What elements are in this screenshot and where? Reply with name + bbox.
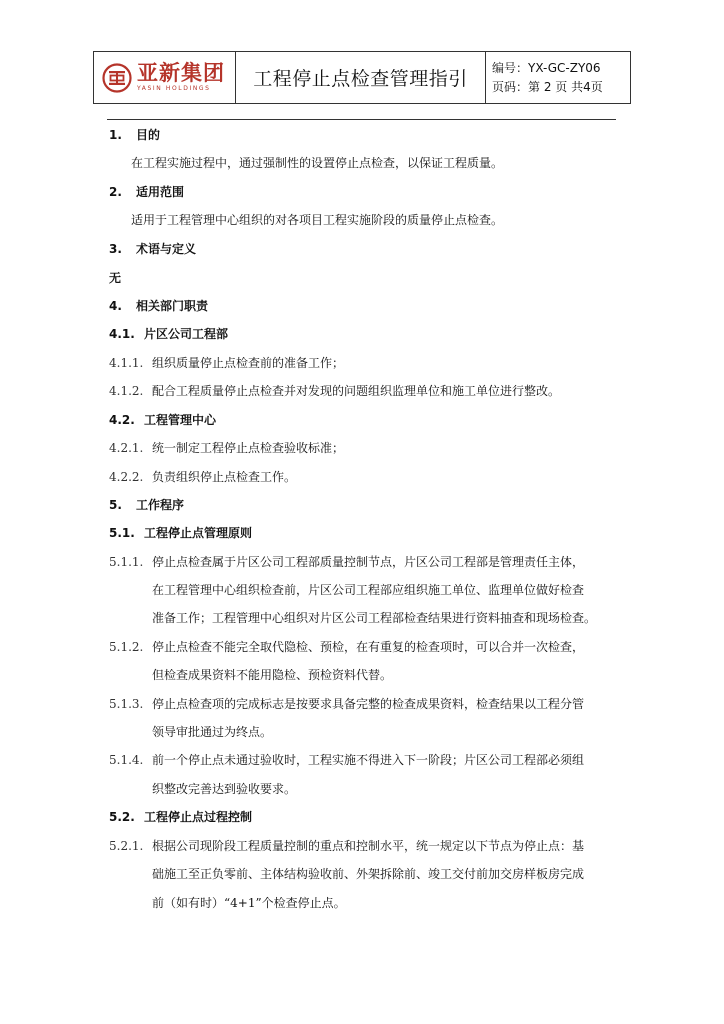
section-5-heading [109, 497, 184, 513]
section-5-1-heading [109, 525, 252, 541]
section-title: 片区公司工程部 [144, 327, 229, 341]
item-number: 5.1.1. [109, 555, 144, 569]
item-text: 停止点检查项的完成标志是按要求具备完整的检查成果资料，检查结果以工程分管 [152, 697, 585, 711]
item-number: 4.2.2. [109, 470, 144, 484]
item-5-1-3 [109, 696, 584, 712]
item-number: 5.1.4. [109, 753, 144, 767]
item-number: 5.1.2. [109, 640, 144, 654]
item-5-2-1-cont-2: 前（如有时）“4+1”个检查停止点。 [152, 896, 346, 910]
section-number: 5. [109, 498, 122, 512]
item-text: 负责组织停止点检查工作。 [152, 470, 297, 484]
item-5-1-1-cont-2: 准备工作；工程管理中心组织对片区公司工程部检查结果进行资料抽查和现场检查。 [152, 611, 597, 625]
section-3-text: 无 [109, 271, 122, 285]
section-1-text: 在工程实施过程中，通过强制性的设置停止点检查，以保证工程质量。 [131, 156, 504, 170]
company-logo-icon [102, 63, 132, 93]
item-number: 5.2.1. [109, 839, 144, 853]
item-4-2-1 [109, 440, 344, 456]
item-5-1-1 [109, 554, 584, 570]
item-5-2-1 [109, 838, 584, 854]
section-5-2-heading [109, 809, 252, 825]
logo-english-name: YASIN HOLDINGS [137, 85, 211, 92]
document-title: 工程停止点检查管理指引 [236, 52, 486, 103]
item-text: 前一个停止点未通过验收时，工程实施不得进入下一阶段；片区公司工程部必须组 [152, 753, 585, 767]
section-title: 工程停止点过程控制 [144, 810, 253, 824]
section-1-heading [109, 127, 160, 143]
document-header [93, 51, 631, 104]
item-5-1-3-cont-1: 领导审批通过为终点。 [152, 725, 273, 739]
item-number: 5.1.3. [109, 697, 144, 711]
section-number: 1. [109, 128, 122, 142]
header-divider [107, 119, 616, 120]
item-5-1-2-cont-1: 但检查成果资料不能用隐检、预检资料代替。 [152, 668, 393, 682]
document-number: 编号：YX-GC-ZY06 [492, 60, 601, 75]
section-4-heading [109, 298, 208, 314]
item-5-1-1-cont-1: 在工程管理中心组织检查前，片区公司工程部应组织施工单位、监理单位做好检查 [152, 583, 585, 597]
company-logo [94, 52, 236, 103]
section-4-2-heading [109, 412, 216, 428]
item-text: 停止点检查不能完全取代隐检、预检，在有重复的检查项时，可以合并一次检查， [152, 640, 585, 654]
section-number: 2. [109, 185, 122, 199]
item-number: 4.1.2. [109, 384, 144, 398]
item-5-1-2 [109, 639, 584, 655]
section-title: 工作程序 [136, 498, 185, 512]
section-number: 4. [109, 299, 122, 313]
section-title: 相关部门职责 [136, 299, 209, 313]
item-text: 配合工程质量停止点检查并对发现的问题组织监理单位和施工单位进行整改。 [152, 384, 561, 398]
section-4-1-heading [109, 326, 228, 342]
section-title: 目的 [136, 128, 161, 142]
section-2-heading [109, 184, 184, 200]
item-4-2-2 [109, 469, 296, 485]
section-number: 5.2. [109, 810, 135, 824]
section-3-heading [109, 241, 196, 257]
item-text: 根据公司现阶段工程质量控制的重点和控制水平，统一规定以下节点为停止点：基 [152, 839, 585, 853]
item-4-1-2 [109, 383, 560, 399]
logo-chinese-name: 亚新集团 [137, 61, 225, 85]
section-number: 4.1. [109, 327, 135, 341]
page-number: 页码：第 2 页 共4页 [492, 79, 603, 94]
section-number: 5.1. [109, 526, 135, 540]
document-meta [486, 52, 630, 103]
item-number: 4.2.1. [109, 441, 144, 455]
section-2-text: 适用于工程管理中心组织的对各项目工程实施阶段的质量停止点检查。 [131, 213, 504, 227]
item-text: 组织质量停止点检查前的准备工作； [152, 356, 345, 370]
item-number: 4.1.1. [109, 356, 144, 370]
item-5-2-1-cont-1: 础施工至正负零前、主体结构验收前、外架拆除前、竣工交付前加交房样板房完成 [152, 867, 585, 881]
section-number: 4.2. [109, 413, 135, 427]
item-text: 停止点检查属于片区公司工程部质量控制节点，片区公司工程部是管理责任主体， [152, 555, 585, 569]
item-text: 统一制定工程停止点检查验收标准； [152, 441, 345, 455]
section-number: 3. [109, 242, 122, 256]
item-4-1-1 [109, 355, 344, 371]
section-title: 适用范围 [136, 185, 185, 199]
section-title: 工程管理中心 [144, 413, 217, 427]
section-title: 术语与定义 [136, 242, 197, 256]
item-5-1-4-cont-1: 织整改完善达到验收要求。 [152, 782, 297, 796]
section-title: 工程停止点管理原则 [144, 526, 253, 540]
item-5-1-4 [109, 752, 584, 768]
